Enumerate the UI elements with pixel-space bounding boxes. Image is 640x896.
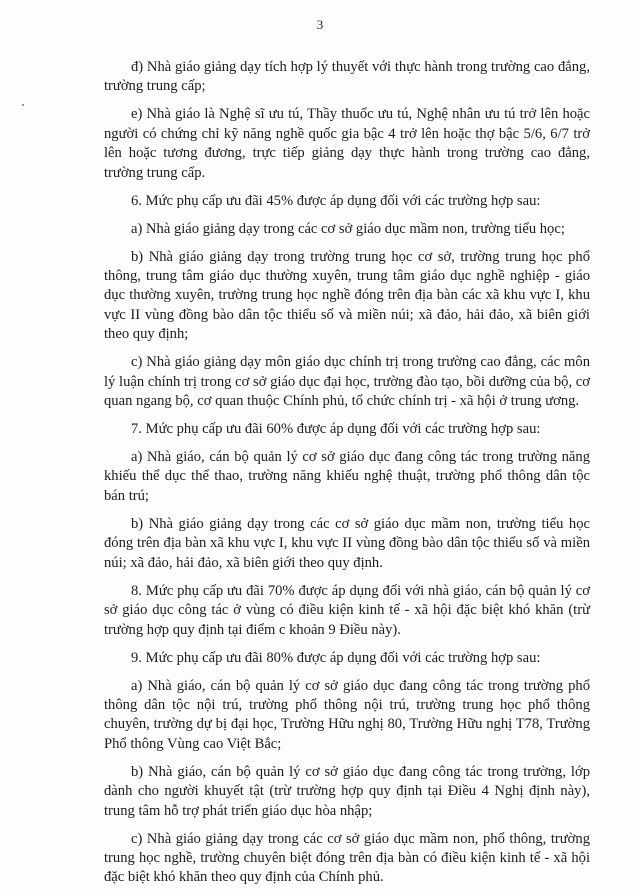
clause-9-item-b: b) Nhà giáo, cán bộ quản lý cơ sở giáo dục đang công tác trong trường, lớp dành cho người khuyết tật (trừ trường hợp quy định tại Điều 4 Nghị định này), trung tâm hỗ trợ phát triển giáo dục hòa nhập; xyxy=(104,763,590,819)
clause-6-item-a: a) Nhà giáo giảng dạy trong các cơ sở giáo dục mầm non, trường tiểu học; xyxy=(131,220,565,237)
clause-9-item-a: a) Nhà giáo, cán bộ quản lý cơ sở giáo dục đang công tác trong trường phổ thông dân tộc nội trú, trường phổ thông nội trú, trường trung học phổ thông chuyên, trường dự bị đại học, Trường Hữu nghị 80, Trường Hữu nghị T78, Trường Phổ thông Vùng cao Việt Bắc; xyxy=(104,677,590,752)
clause-6-heading: 6. Mức phụ cấp ưu đãi 45% được áp dụng đối với các trường hợp sau: xyxy=(131,192,541,209)
clause-8: 8. Mức phụ cấp ưu đãi 70% được áp dụng đối với nhà giáo, cán bộ quản lý cơ sở giáo dục công tác ở vùng có điều kiện kinh tế - xã hội đặc biệt khó khăn (trừ trường hợp quy định tại điểm c khoản 9 Điều này). xyxy=(104,582,590,638)
clause-6-item-b: b) Nhà giáo giảng dạy trong trường trung học cơ sở, trường trung học phổ thông, trung tâm giáo dục thường xuyên, trung tâm giáo dục nghề nghiệp - giáo dục thường xuyên, trường trung học nghề đóng trên địa bàn các xã khu vực I, khu vực II vùng đồng bào dân tộc thiểu số và miền núi; xã đảo, hải đảo, xã biên giới theo quy định; xyxy=(104,248,590,343)
margin-speck xyxy=(22,104,24,106)
document-body xyxy=(104,58,590,896)
clause-9-heading: 9. Mức phụ cấp ưu đãi 80% được áp dụng đối với các trường hợp sau: xyxy=(131,649,541,666)
paragraph-e-honored-artisans: e) Nhà giáo là Nghệ sĩ ưu tú, Thầy thuốc ưu tú, Nghệ nhân ưu tú trở lên hoặc người có chứng chỉ kỹ năng nghề quốc gia bậc 4 trở lên hoặc thợ bậc 5/6, 6/7 trở lên hoặc tương đương, trực tiếp giảng dạy thực hành trong trường cao đẳng, trường trung cấp. xyxy=(104,106,590,181)
clause-7-item-b: b) Nhà giáo giảng dạy trong các cơ sở giáo dục mầm non, trường tiểu học đóng trên địa bàn xã khu vực I, khu vực II vùng đồng bào dân tộc thiểu số và miền núi; xã đảo, hải đảo, xã biên giới theo quy định. xyxy=(104,515,590,571)
page-number: 3 xyxy=(316,17,324,32)
clause-7-item-a: a) Nhà giáo, cán bộ quản lý cơ sở giáo dục đang công tác trong trường năng khiếu thể dục thể thao, trường năng khiếu nghệ thuật, trường phổ thông dân tộc bán trú; xyxy=(104,449,590,504)
clause-7-heading: 7. Mức phụ cấp ưu đãi 60% được áp dụng đối với các trường hợp sau: xyxy=(131,421,541,438)
paragraph-d-integrated-teaching: đ) Nhà giáo giảng dạy tích hợp lý thuyết với thực hành trong trường cao đẳng, trường trung cấp; xyxy=(104,59,590,95)
clause-9-item-c: c) Nhà giáo giảng dạy trong các cơ sở giáo dục mầm non, phổ thông, trường trung học nghề, trường chuyên biệt đóng trên địa bàn có điều kiện kinh tế - xã hội đặc biệt khó khăn theo quy định của Chính phủ. xyxy=(104,830,590,886)
clause-6-item-c: c) Nhà giáo giảng dạy môn giáo dục chính trị trong trường cao đẳng, các môn lý luận chính trị trong cơ sở giáo dục đại học, trường đào tạo, bồi dưỡng của bộ, cơ quan ngang bộ, cơ quan thuộc Chính phủ, tổ chức chính trị - xã hội ở trung ương. xyxy=(104,354,590,410)
